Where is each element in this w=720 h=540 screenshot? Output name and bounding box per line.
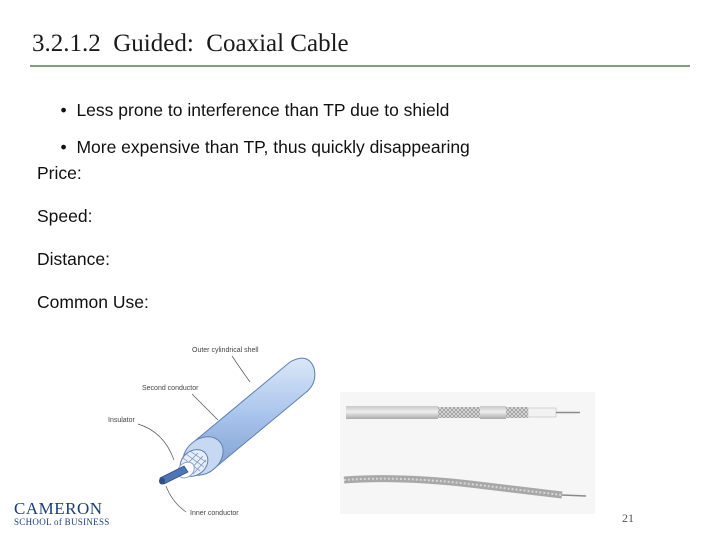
coaxial-cable-photo <box>340 392 595 514</box>
cable-braid-segment <box>506 407 528 418</box>
lower-cable-wire <box>562 495 586 496</box>
cameron-logo <box>14 500 110 528</box>
coaxial-cable-diagram <box>100 338 330 520</box>
logo-subtitle: SCHOOL of BUSINESS <box>14 517 110 527</box>
outer-shell-label: Outer cylindrical shell <box>192 347 259 354</box>
slide-title: 3.2.1.2 Guided: Coaxial Cable <box>32 30 349 57</box>
cable-braid <box>438 407 480 418</box>
bullet-item <box>41 116 470 179</box>
inner-conductor-tip <box>159 478 165 485</box>
price-label: Price: <box>37 163 82 183</box>
speed-label: Speed: <box>37 206 93 226</box>
distance-label: Distance: <box>37 249 110 269</box>
bullet-text: Less prone to interference than TP due to shield <box>76 100 450 120</box>
bullet-text: More expensive than TP, thus quickly disappearing <box>76 137 470 157</box>
insulator-label: Insulator <box>108 417 135 424</box>
cable-jacket <box>346 406 438 419</box>
logo-name: CAMERON <box>14 499 103 518</box>
common-use-label: Common Use: <box>37 292 149 312</box>
cable-jacket-segment <box>480 406 506 419</box>
bullet-dot: • <box>60 100 67 120</box>
second-conductor-label: Second conductor <box>142 385 199 392</box>
page-number: 21 <box>622 511 634 525</box>
bullet-dot: • <box>60 137 67 157</box>
inner-conductor-label: Inner conductor <box>190 510 239 517</box>
title-divider <box>30 65 690 67</box>
cable-dielectric <box>528 408 556 417</box>
